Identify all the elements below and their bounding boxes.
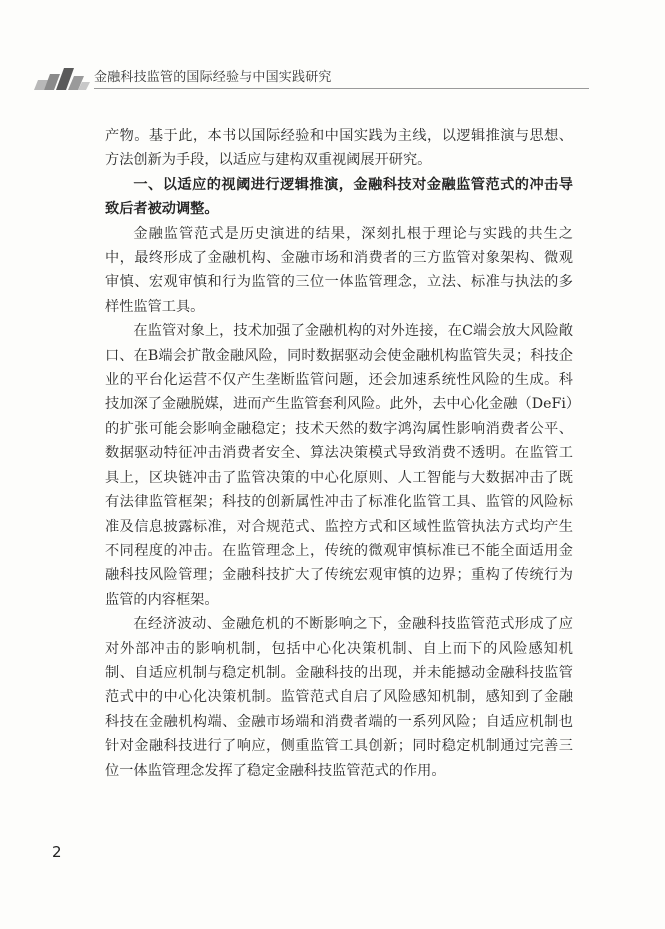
section-heading: 一、以适应的视阈进行逻辑推演，金融科技对金融监管范式的冲击导致后者被动调整。 bbox=[105, 176, 573, 218]
paragraph-intro: 产物。基于此，本书以国际经验和中国实践为主线，以逻辑推演与思想、方法创新为手段，以适应与建构双重视阈展开研究。 bbox=[105, 128, 573, 169]
paragraph-1: 金融监管范式是历史演进的结果，深刻扎根于理论与实践的共生之中，最终形成了金融机构、金融市场和消费者的三方监管对象架构、微观审慎、宏观审慎和行为监管的三位一体监管理念，立法、标准与执法的多样性监管工具。 bbox=[105, 225, 573, 315]
page-number: 2 bbox=[52, 843, 62, 861]
page-body bbox=[105, 124, 573, 783]
header-title: 金融科技监管的国际经验与中国实践研究 bbox=[94, 70, 332, 85]
paragraph-3: 在经济波动、金融危机的不断影响之下，金融科技监管范式形成了应对外部冲击的影响机制，包括中心化决策机制、自上而下的风险感知机制、自适应机制与稳定机制。金融科技的出现，并未能撼动金融科技监管范式中的中心化决策机制。监管范式自启了风险感知机制，感知到了金融科技在金融机构端、金融市场端和消费者端的一系列风险；自适应机制也针对金融科技进行了响应，侧重监管工具创新；同时稳定机制通过完善三位一体监管理念发挥了稳定金融科技监管范式的作用。 bbox=[105, 616, 573, 779]
running-header bbox=[0, 60, 665, 104]
paragraph-2: 在监管对象上，技术加强了金融机构的对外连接，在C端会放大风险敞口、在B端会扩散金融风险，同时数据驱动会使金融机构监管失灵；科技企业的平台化运营不仅产生垄断监管问题，还会加速系统性风险的生成。科技加深了金融脱媒，进而产生监管套利风险。此外，去中心化金融（DeFi）的扩张可能会影响金融稳定；技术天然的数字鸿沟属性影响消费者公平、数据驱动特征冲击消费者安全、算法决策模式导致消费不透明。在监管工具上，区块链冲击了监管决策的中心化原则、人工智能与大数据冲击了既有法律监管框架；科技的创新属性冲击了标准化监管工具、监管的风险标准及信息披露标准，对合规范式、监控方式和区域性监管执法方式均产生不同程度的冲击。在监管理念上，传统的微观审慎标准已不能全面适用金融科技风险管理；金融科技扩大了传统宏观审慎的边界；重构了传统行为监管的内容框架。 bbox=[105, 323, 573, 608]
header-divider bbox=[94, 88, 589, 89]
